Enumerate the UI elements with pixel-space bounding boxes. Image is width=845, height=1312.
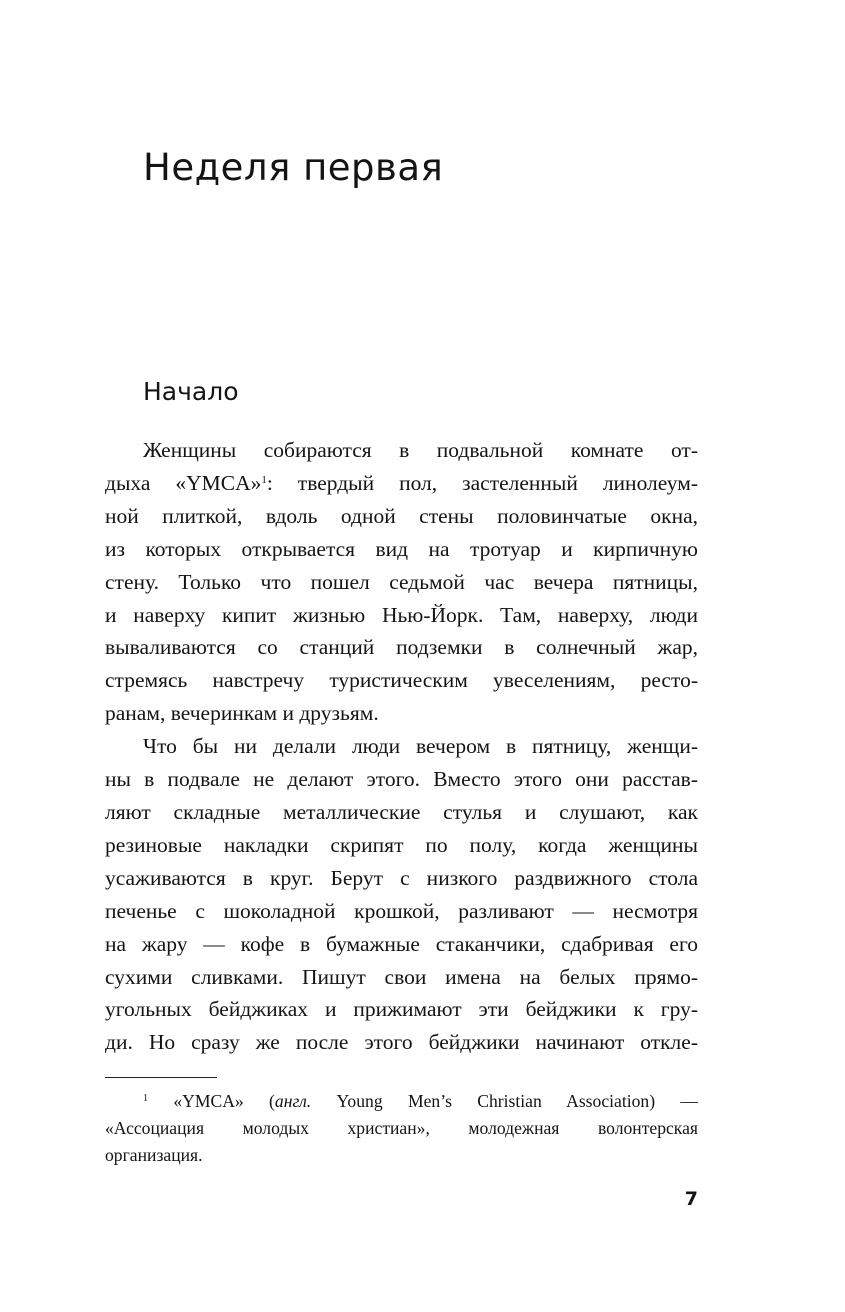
footnote	[105, 1088, 698, 1169]
text-line: ранам, вечеринкам и друзьям.	[105, 701, 379, 726]
text-line: на жару — кофе в бумажные стаканчики, сдабривая его	[105, 931, 698, 956]
text-fragment: Young Men’s Christian Association) —	[311, 1091, 698, 1111]
text-line: из которых открывается вид на тротуар и кирпичную	[105, 536, 698, 561]
text-line: угольных бейджиках и прижимают эти бейджики к гру-	[105, 997, 698, 1022]
text-line: сухими сливками. Пишут свои имена на белых прямо-	[105, 964, 698, 989]
footnote-divider	[105, 1077, 217, 1078]
footnote-reference[interactable]: 1	[261, 473, 267, 486]
page-number: 7	[684, 1188, 698, 1210]
footnote-line: «Ассоциация молодых христиан», молодежная волонтерская	[105, 1118, 698, 1138]
text-fragment-italic: англ.	[274, 1091, 312, 1111]
text-fragment: : твердый пол, застеленный линолеум-	[266, 470, 698, 495]
text-line: ди. Но сразу же после этого бейджики начинают откле-	[105, 1030, 698, 1055]
footnote-mark: 1	[143, 1093, 148, 1104]
text-line: резиновые накладки скрипят по полу, когда женщины	[105, 832, 698, 857]
text-line: Женщины собираются в подвальной комнате от-	[143, 438, 698, 462]
text-line: ной плиткой, вдоль одной стены половинчатые окна,	[105, 503, 698, 528]
text-line: ляют складные металлические стулья и слушают, как	[105, 799, 698, 824]
footnote-line	[105, 1088, 698, 1115]
text-line: ны в подвале не делают этого. Вместо этого они расстав-	[105, 767, 698, 792]
text-line: и наверху кипит жизнью Нью-Йорк. Там, наверху, люди	[105, 602, 698, 627]
text-line: вываливаются со станций подземки в солнечный жар,	[105, 635, 698, 660]
text-fragment: дыха «YMCA»	[105, 470, 262, 495]
text-line: усаживаются в круг. Берут с низкого раздвижного стола	[105, 865, 698, 890]
text-line: печенье с шоколадной крошкой, разливают — несмотря	[105, 898, 698, 923]
chapter-title: Неделя первая	[143, 146, 444, 189]
text-fragment: «YMCA» (	[173, 1091, 275, 1111]
section-title: Начало	[143, 377, 239, 406]
text-line	[105, 467, 698, 500]
body-text	[105, 434, 698, 1059]
paragraph-1	[105, 434, 698, 730]
footnote-line: организация.	[105, 1145, 203, 1165]
paragraph-2	[105, 730, 698, 1059]
text-line: стену. Только что пошел седьмой час вечера пятницы,	[105, 569, 698, 594]
text-line: Что бы ни делали люди вечером в пятницу, женщи-	[143, 734, 698, 759]
text-line: стремясь навстречу туристическим увеселениям, ресто-	[105, 668, 698, 693]
